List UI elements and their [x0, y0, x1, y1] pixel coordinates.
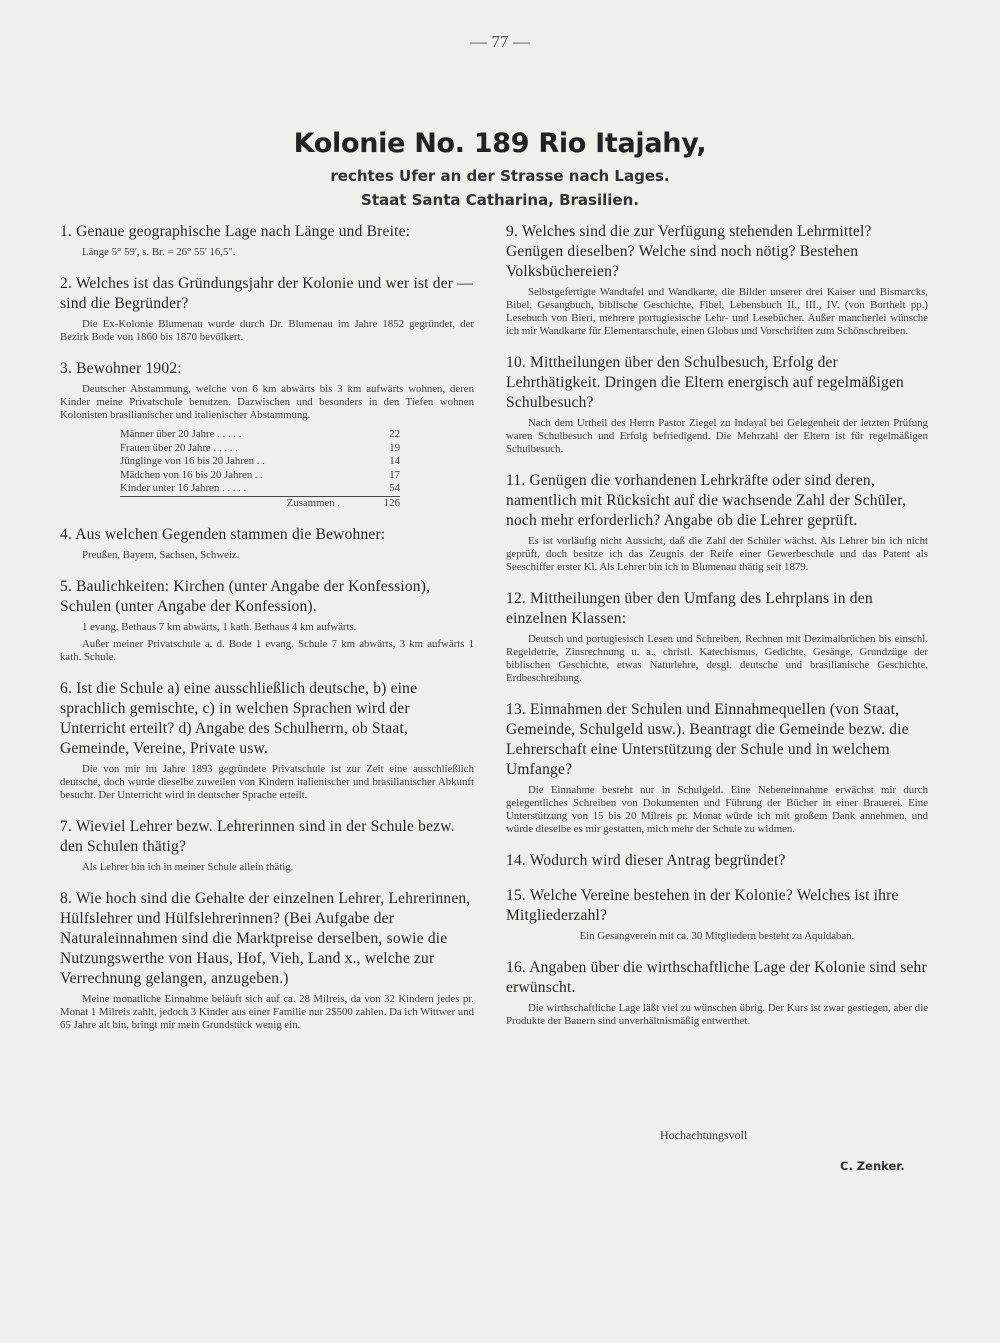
- table-cell-value: 14: [389, 455, 400, 467]
- question-8: [60, 889, 474, 1032]
- table-cell-value: 22: [389, 428, 400, 440]
- question-15: [506, 886, 928, 943]
- table-cell-label: Mädchen von 16 bis 20 Jahren . .: [120, 468, 264, 481]
- page-subtitle-location: Staat Santa Catharina, Brasilien.: [361, 191, 639, 209]
- answer-16-text: Die wirthschaftliche Lage läßt viel zu wünschen übrig. Der Kurs ist zwar gestiegen, aber die Produkte der Bauern sind unverhältnismäßig entwerthet.: [506, 1002, 928, 1027]
- question-11-text: 11. Genügen die vorhandenen Lehrkräfte oder sind deren, namentlich mit Rücksicht auf die wachsende Zahl der Schüler, noch mehr erforderlich? Angabe ob die Lehrer geprüft.: [506, 472, 907, 529]
- answer-11-text: Es ist vorläufig nicht Aussicht, daß die Zahl der Schüler wächst. Als Lehrer bin ich nicht geprüft, doch besitze ich das Zeugnis der Reife einer Gewerbeschule und das Patent als Seeschiffer erster Kl. Als Lehrer bin ich in Blumenau thätig seit 1879.: [506, 535, 928, 573]
- table-row: [120, 469, 400, 483]
- answer-6-text: Die von mir im Jahre 1893 gegründete Privatschule ist zur Zeit eine ausschließlich deutsche, doch wurde dieselbe zuweilen von Kindern italienischer und brasilianischer Abkunft besucht. Der Unterricht wird in deutscher Sprache erteilt.: [60, 763, 474, 801]
- left-column: [60, 222, 474, 1047]
- table-cell-value: 17: [389, 468, 400, 481]
- question-5: [60, 577, 474, 664]
- table-cell-label: Männer über 20 Jahre . . . . .: [120, 428, 242, 440]
- question-3-text: 3. Bewohner 1902:: [60, 360, 182, 377]
- table-total-row: [120, 496, 400, 510]
- question-15-text: 15. Welche Vereine bestehen in der Kolonie? Welches ist ihre Mitgliederzahl?: [506, 887, 899, 924]
- header: [0, 128, 1000, 209]
- question-14-text: 14. Wodurch wird dieser Antrag begründet?: [506, 852, 786, 869]
- right-column: [506, 222, 928, 1043]
- question-2: [60, 274, 474, 344]
- question-14: [506, 851, 928, 871]
- answer-4-text: Preußen, Bayern, Sachsen, Schweiz.: [82, 549, 240, 561]
- question-11: [506, 471, 928, 574]
- page-number: — 77 —: [470, 32, 530, 51]
- table-cell-label: Kinder unter 16 Jahren . . . . .: [120, 482, 247, 494]
- answer-8-text: Meine monatliche Einnahme beläuft sich auf ca. 28 Milreis, da von 32 Kindern jedes pr. Monat 1 Milreis zahlt, jedoch 3 Kinder aus einer Familie nur 2$500 zahlen. Da ich Wittwer und 65 Jahre alt bin, bringt mir mein Grundstück wenig ein.: [60, 993, 474, 1031]
- question-6-text: 6. Ist die Schule a) eine ausschließlich deutsche, b) eine sprachlich gemischte, c) in welchen Sprachen wird der Unterricht erteilt? d) Angabe des Schulherrn, ob Staat, Gemeinde, Vereine, Private usw.: [60, 680, 418, 757]
- question-3: [60, 359, 474, 510]
- table-row: [120, 442, 400, 456]
- table-total-label: Zusammen .: [120, 496, 350, 510]
- table-cell-label: Frauen über 20 Jahre . . . . .: [120, 441, 238, 454]
- question-6: [60, 679, 474, 802]
- question-12-text: 12. Mittheilungen über den Umfang des Lehrplans in den einzelnen Klassen:: [506, 590, 873, 627]
- answer-7-text: Als Lehrer bin ich in meiner Schule allein thätig.: [82, 861, 294, 873]
- question-16-text: 16. Angaben über die wirthschaftliche Lage der Kolonie sind sehr erwünscht.: [506, 959, 927, 996]
- answer-10-text: Nach dem Urtheil des Herrn Pastor Ziegel zu Indayal bei Gelegenheit der letzten Prüfung waren Schulbesuch und Erfolg befriedigend. Die Mehrzahl der Eltern ist für regelmäßigen Schulbesuch.: [506, 417, 928, 455]
- table-total-value: 126: [350, 496, 400, 510]
- answer-2-text: Die Ex-Kolonie Blumenau wurde durch Dr. Blumenau im Jahre 1852 gegründet, der Bezirk Bode von 1860 bis 1870 bevölkert.: [60, 318, 474, 343]
- question-2-text: 2. Welches ist das Gründungsjahr der Kolonie und wer ist der — sind die Begründer?: [60, 275, 473, 312]
- page-title: Kolonie No. 189 Rio Itajahy,: [293, 128, 707, 159]
- page-subtitle: rechtes Ufer an der Strasse nach Lages.: [330, 167, 670, 185]
- question-7-text: 7. Wieviel Lehrer bezw. Lehrerinnen sind in der Schule bezw. den Schulen thätig?: [60, 818, 455, 855]
- table-cell-value: 54: [389, 482, 400, 494]
- answer-12-text: Deutsch und portugiesisch Lesen und Schreiben, Rechnen mit Dezimalbrüchen bis einschl. Regeldetrie, Zinsrechnung u. a., christl. Katechismus, Gedichte, Gesänge, Grundzüge der biblischen Geschichte, etwas Naturlehre, desgl. deutsche und brasilianische Geschichte, Erdbeschreibung.: [506, 633, 928, 684]
- table-row: [120, 428, 400, 442]
- question-8-text: 8. Wie hoch sind die Gehalte der einzelnen Lehrer, Lehrerinnen, Hülfslehrer und Hülfslehrerinnen? (Bei Aufgabe der Naturaleinnahmen sind die Marktpreise derselben, sowie die Nutzungswerthe von Haus, Hof, Vieh, Land x., welche zur Verrechnung gelangen, anzugeben.): [60, 890, 471, 987]
- signature: C. Zenker.: [840, 1159, 905, 1173]
- closing-greeting: Hochachtungsvoll: [660, 1128, 748, 1142]
- question-13-text: 13. Einnahmen der Schulen und Einnahmequellen (von Staat, Gemeinde, Schulgeld usw.). Beantragt die Gemeinde bezw. die Lehrerschaft eine Unterstützung der Schule und in welchem Umfange?: [506, 701, 909, 778]
- table-cell-value: 19: [389, 441, 400, 454]
- question-13: [506, 700, 928, 836]
- answer-3-text: Deutscher Abstammung, welche von 6 km abwärts bis 3 km aufwärts wohnen, deren Kinder meine Privatschule benutzen. Dazwischen und besonders in den Tiefen wohnen Kolonisten brasilianischer und italienischer Abstammung.: [60, 383, 474, 421]
- answer-13-text: Die Einnahme besteht nur in Schulgeld. Eine Nebeneinnahme erwächst mir durch gelegentliches Schreiben von Dokumenten und Führung der Bücher in einer Brauerei. Eine Unterstützung von 15 bis 20 Milreis pr. Monat würde ich mit großem Dank annehmen, und würde dieselbe es mir gestatten, mich mehr der Schule zu widmen.: [506, 784, 928, 835]
- answer-9-text: Selbstgefertigte Wandtafel und Wandkarte, die Bilder unserer drei Kaiser und Bismarcks, Bibel, Gesangbuch, biblische Geschichte, Fibel, Lebensbuch II., III., IV. (von Borthelt pp.) Lesebuch von Bieri, mehrere portugiesische Lehr- und Lesebücher. Außer mancherlei wünsche ich mir Wandkarte für Elementarschule, einen Globus und Vorschriften zum Schönschreiben.: [506, 286, 928, 337]
- answer-1-text: Länge 5° 59', s. Br. = 26° 55' 16,5".: [82, 246, 236, 258]
- question-16: [506, 958, 928, 1028]
- table-row: [120, 482, 400, 496]
- table-cell-label: Jünglinge von 16 bis 20 Jahren . .: [120, 455, 265, 467]
- question-9: [506, 222, 928, 338]
- question-1: [60, 222, 474, 259]
- question-4-text: 4. Aus welchen Gegenden stammen die Bewohner:: [60, 526, 386, 543]
- table-row: [120, 455, 400, 469]
- question-5-text: 5. Baulichkeiten: Kirchen (unter Angabe der Konfession), Schulen (unter Angabe der Konfession).: [60, 578, 431, 615]
- question-12: [506, 589, 928, 685]
- question-7: [60, 817, 474, 874]
- question-1-text: 1. Genaue geographische Lage nach Länge und Breite:: [60, 223, 411, 240]
- population-table: [120, 428, 400, 510]
- closing-block: [620, 1128, 920, 1173]
- question-9-text: 9. Welches sind die zur Verfügung stehenden Lehrmittel? Genügen dieselben? Welche sind noch nötig? Bestehen Volksbüchereien?: [506, 223, 872, 280]
- question-10-text: 10. Mittheilungen über den Schulbesuch, Erfolg der Lehrthätigkeit. Dringen die Eltern energisch auf regelmäßigen Schulbesuch?: [506, 354, 904, 411]
- question-10: [506, 353, 928, 456]
- question-4: [60, 525, 474, 562]
- answer-5a-text: 1 evang. Bethaus 7 km abwärts, 1 kath. Bethaus 4 km aufwärts.: [82, 621, 357, 633]
- answer-5b-text: Außer meiner Privatschule a. d. Bode 1 evang. Schule 7 km abwärts, 3 km aufwärts 1 kath. Schule.: [60, 638, 474, 663]
- answer-15-text: Ein Gesangverein mit ca. 30 Mitgliedern besteht zu Aquidaban.: [579, 930, 855, 942]
